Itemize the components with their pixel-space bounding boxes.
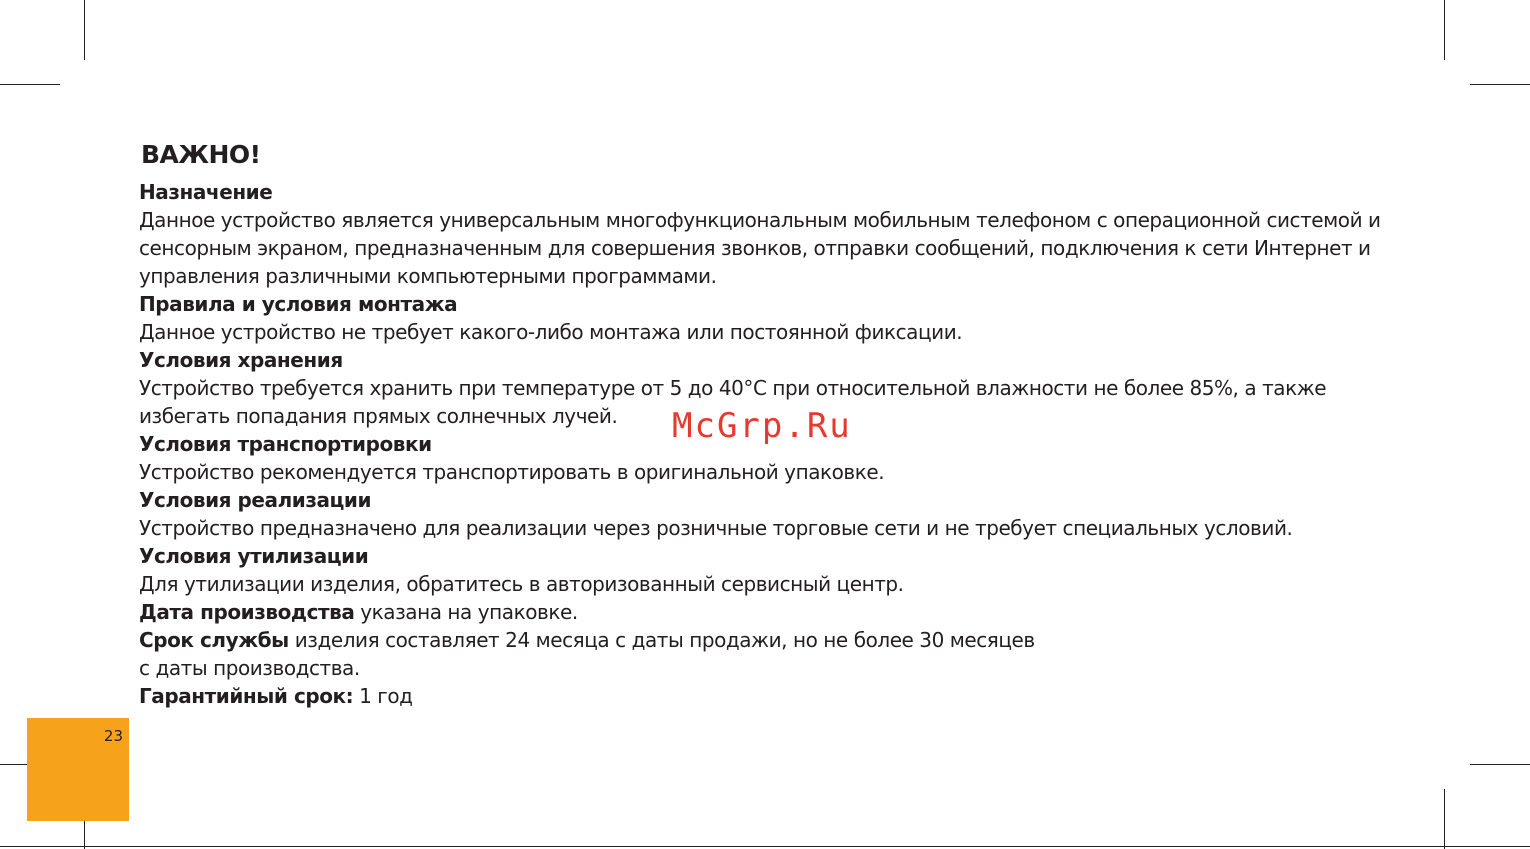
service-life-line	[139, 626, 1429, 654]
warranty-line	[139, 682, 1429, 710]
section-heading: Условия хранения	[139, 348, 343, 372]
service-life-label: Срок службы	[139, 628, 289, 652]
production-date-label: Дата производства	[139, 600, 355, 624]
warranty-value: 1 год	[353, 684, 413, 708]
crop-mark-top-right-horizontal	[1470, 84, 1530, 85]
crop-mark-top-right-vertical	[1444, 0, 1445, 60]
section-body: Данное устройство не требует какого-либо монтажа или постоянной фиксации.	[139, 320, 963, 344]
crop-mark-top-left-vertical	[84, 0, 85, 60]
section-body: Устройство предназначено для реализации через розничные торговые сети и не требует специальных условий.	[139, 516, 1293, 540]
section-purpose	[139, 178, 1429, 290]
section-body: Данное устройство является универсальным многофункциональным мобильным телефоном с операционной системой и сенсорным экраном, предназначенным для совершения звонков, отправки сообщений, подключения к сети Интернет и управления различными компьютерными программами.	[139, 208, 1381, 288]
section-heading: Условия реализации	[139, 488, 372, 512]
section-sales	[139, 486, 1429, 542]
section-installation	[139, 290, 1429, 346]
section-heading: Условия транспортировки	[139, 432, 432, 456]
service-life-text: изделия составляет 24 месяца с даты продажи, но не более 30 месяцев	[288, 628, 1035, 652]
bottom-border-line	[0, 846, 1530, 847]
section-body: Устройство рекомендуется транспортировать в оригинальной упаковке.	[139, 460, 885, 484]
production-date-text: указана на упаковке.	[354, 600, 578, 624]
crop-mark-top-left-horizontal	[0, 84, 60, 85]
section-disposal	[139, 542, 1429, 598]
production-date-line	[139, 598, 1429, 626]
crop-mark-bottom-right-vertical	[1444, 789, 1445, 849]
service-life-continuation: с даты производства.	[139, 656, 360, 680]
section-heading: Назначение	[139, 180, 273, 204]
section-body: Устройство требуется хранить при температуре от 5 до 40°С при относительной влажности не более 85%, а также избегать попадания прямых солнечных лучей.	[139, 376, 1327, 428]
warranty-label: Гарантийный срок:	[139, 684, 354, 708]
section-body: Для утилизации изделия, обратитесь в авторизованный сервисный центр.	[139, 572, 904, 596]
page-number-badge	[27, 718, 129, 821]
section-heading: Условия утилизации	[139, 544, 369, 568]
crop-mark-bottom-right-horizontal	[1470, 764, 1530, 765]
watermark: McGrp.Ru	[672, 406, 852, 446]
page-number: 23	[103, 727, 123, 745]
page-title: ВАЖНО!	[141, 140, 261, 169]
section-heading: Правила и условия монтажа	[139, 292, 458, 316]
